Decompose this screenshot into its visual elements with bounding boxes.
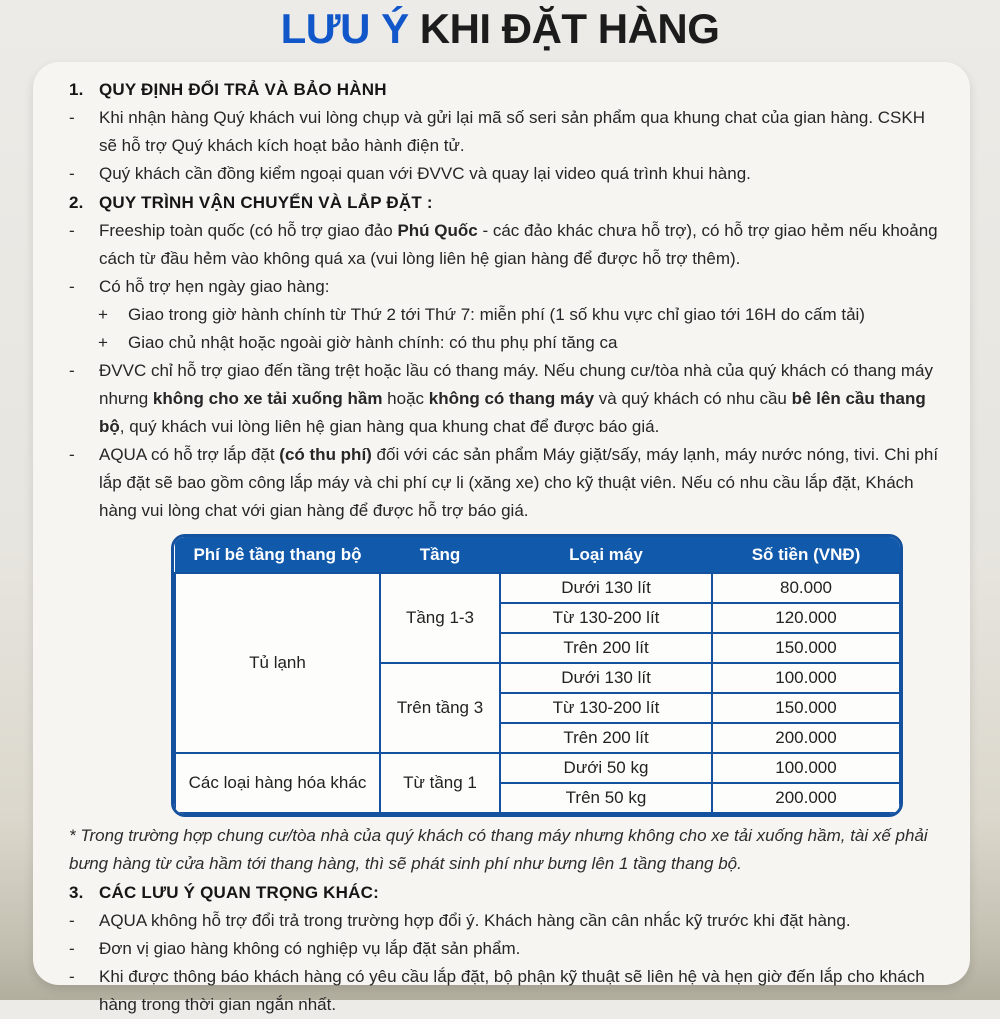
bullet-marker: - [69,939,75,958]
section-number: 2. [69,193,84,212]
bullet-text [99,441,940,525]
table-row [175,573,900,603]
machine-type-cell: Trên 50 kg [500,783,712,813]
emphasis-text: (có thu phí) [279,445,372,464]
bullet-text [99,273,940,301]
floor-cell: Từ tầng 1 [380,753,500,813]
bullet-marker: + [98,305,108,324]
section-heading [69,189,940,217]
bullet-marker: - [69,445,75,464]
bullet-text [99,935,940,963]
bullet-marker: - [69,967,75,986]
page-title-highlight: LƯU Ý [280,5,409,52]
bullet-text [99,160,940,188]
price-cell: 100.000 [712,663,900,693]
machine-type-cell: Trên 200 lít [500,633,712,663]
body-text: ĐVVC chỉ hỗ trợ giao đến tầng trệt hoặc lầu có thang máy. Nếu chung cư/tòa nhà của quý khách có thang máy nhưng [99,361,933,408]
bullet-marker: - [69,164,75,183]
body-text: AQUA có hỗ trợ lắp đặt [99,445,280,464]
body-text: hoặc [382,389,429,408]
body-text: AQUA không hỗ trợ đổi trả trong trường hợp đổi ý. Khách hàng cần cân nhắc kỹ trước khi đặt hàng. [99,911,851,930]
bullet-item [69,273,940,301]
section-number: 3. [69,883,84,902]
body-text: , quý khách vui lòng liên hệ gian hàng qua khung chat để được báo giá. [119,417,660,436]
bullet-text [99,963,940,1019]
bullet-item [69,907,940,935]
table-header-cell: Tầng [380,537,500,573]
fee-table-grid [174,537,901,814]
section-heading-label: QUY ĐỊNH ĐỔI TRẢ VÀ BẢO HÀNH [99,80,387,99]
price-cell: 80.000 [712,573,900,603]
bullet-text [99,907,940,935]
table-header-cell: Số tiền (VNĐ) [712,537,900,573]
price-cell: 100.000 [712,753,900,783]
body-text: Khi được thông báo khách hàng có yêu cầu lắp đặt, bộ phận kỹ thuật sẽ liên hệ và hẹn giờ đến lắp cho khách hàng trong thời gian ngắn nhất. [99,967,925,1014]
price-cell: 200.000 [712,783,900,813]
bullet-marker: - [69,277,75,296]
bullet-item [69,104,940,160]
category-cell: Tủ lạnh [175,573,380,753]
sub-bullet-item [69,329,940,357]
bullet-item [69,160,940,188]
content-card [33,62,970,1014]
bullet-marker: + [98,333,108,352]
bullet-marker: - [69,361,75,380]
emphasis-text: bê lên cầu thang bộ [99,389,926,436]
price-cell: 150.000 [712,633,900,663]
machine-type-cell: Dưới 50 kg [500,753,712,783]
price-cell: 200.000 [712,723,900,753]
bullet-item [69,441,940,525]
bullet-item [69,935,940,963]
section-heading-label: QUY TRÌNH VẬN CHUYỂN VÀ LẮP ĐẶT : [99,193,433,212]
price-cell: 120.000 [712,603,900,633]
body-text: Có hỗ trợ hẹn ngày giao hàng: [99,277,330,296]
emphasis-text: không cho xe tải xuống hầm [152,389,383,408]
machine-type-cell: Từ 130-200 lít [500,603,712,633]
body-text: Giao chủ nhật hoặc ngoài giờ hành chính: có thu phụ phí tăng ca [128,333,618,352]
bullet-marker: - [69,911,75,930]
body-text: Quý khách cần đồng kiểm ngoại quan với ĐVVC và quay lại video quá trình khui hàng. [99,164,751,183]
bullet-text [99,104,940,160]
bullet-marker: - [69,108,75,127]
bullet-text [128,301,940,329]
body-text: Giao trong giờ hành chính từ Thứ 2 tới Thứ 7: miễn phí (1 số khu vực chỉ giao tới 16H do cấm tải) [128,305,865,324]
bullet-text [99,357,940,441]
floor-cell: Trên tầng 3 [380,663,500,753]
table-row [175,753,900,783]
machine-type-cell: Trên 200 lít [500,723,712,753]
section-number: 1. [69,80,84,99]
bullet-text [128,329,940,357]
body-text: Khi nhận hàng Quý khách vui lòng chụp và gửi lại mã số seri sản phẩm qua khung chat của gian hàng. CSKH sẽ hỗ trợ Quý khách kích hoạt bảo hành điện tử. [99,108,926,155]
fee-table [171,534,903,817]
notice-body [69,76,940,1019]
footnote-text: * Trong trường hợp chung cư/tòa nhà của quý khách có thang máy nhưng không cho xe tải xuống hầm, tài xế phải bưng hàng từ cửa hầm tới thang hàng, thì sẽ phát sinh phí như bưng lên 1 tầng thang bộ. [69,826,928,873]
section-heading-label: CÁC LƯU Ý QUAN TRỌNG KHÁC: [99,883,379,902]
machine-type-cell: Dưới 130 lít [500,573,712,603]
category-cell: Các loại hàng hóa khác [175,753,380,813]
bullet-item [69,963,940,1019]
table-header-cell: Loại máy [500,537,712,573]
body-text: Đơn vị giao hàng không có nghiệp vụ lắp đặt sản phẩm. [99,939,521,958]
price-cell: 150.000 [712,693,900,723]
bullet-marker: - [69,221,75,240]
page-title [0,0,1000,53]
section-heading [69,76,940,104]
page-title-rest: KHI ĐẶT HÀNG [408,5,720,52]
body-text: - các đảo khác chưa hỗ trợ), có hỗ trợ giao hẻm nếu khoảng cách từ đầu hẻm vào không quá xa (vui lòng liên hệ gian hàng để được hỗ trợ thêm). [99,221,938,268]
bullet-text [99,217,940,273]
emphasis-text: không có thang máy [428,389,595,408]
body-text: đối với các sản phẩm Máy giặt/sấy, máy lạnh, máy nước nóng, tivi. Chi phí lắp đặt sẽ bao gồm công lắp máy và chi phí cự li (xăng xe) cho kỹ thuật viên. Nếu có nhu cầu lắp đặt, Khách hàng vui lòng chat với gian hàng để được hỗ trợ báo giá. [99,445,939,520]
table-header-row [175,537,900,573]
emphasis-text: Phú Quốc [397,221,478,240]
sub-bullet-item [69,301,940,329]
bullet-item [69,357,940,441]
table-header-cell: Phí bê tầng thang bộ [175,537,380,573]
body-text: Freeship toàn quốc (có hỗ trợ giao đảo [99,221,398,240]
machine-type-cell: Từ 130-200 lít [500,693,712,723]
floor-cell: Tầng 1-3 [380,573,500,663]
section-heading [69,879,940,907]
bullet-item [69,217,940,273]
machine-type-cell: Dưới 130 lít [500,663,712,693]
body-text: và quý khách có nhu cầu [594,389,792,408]
